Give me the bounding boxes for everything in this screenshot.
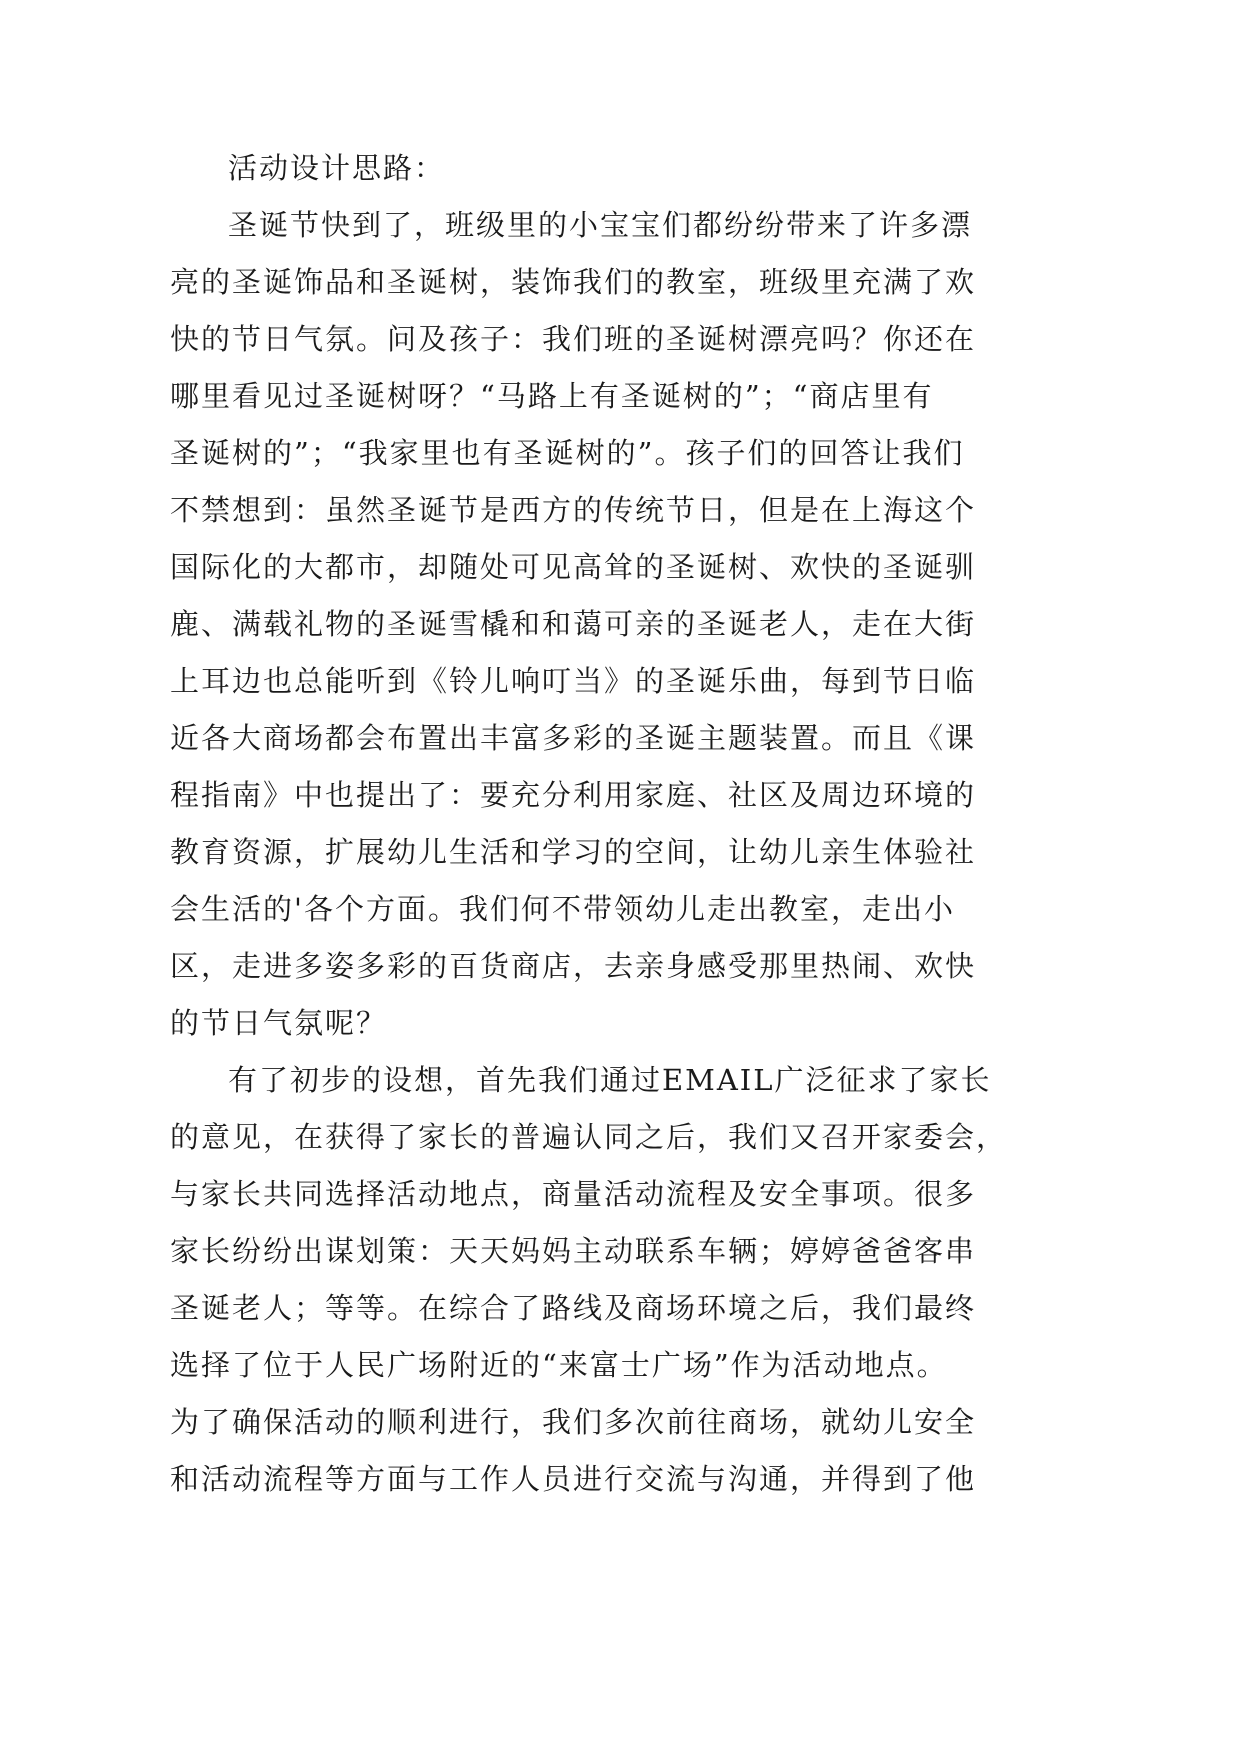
paragraph-line: 不禁想到：虽然圣诞节是西方的传统节日，但是在上海这个 xyxy=(170,493,977,527)
paragraph-line: 亮的圣诞饰品和圣诞树，装饰我们的教室，班级里充满了欢 xyxy=(170,265,977,299)
paragraph-line: 哪里看见过圣诞树呀？“马路上有圣诞树的”；“商店里有 xyxy=(170,379,934,413)
paragraph-line: 快的节日气氛。问及孩子：我们班的圣诞树漂亮吗？你还在 xyxy=(170,322,977,356)
section-heading: 活动设计思路： xyxy=(228,151,446,185)
paragraph-line: 上耳边也总能听到《铃儿响叮当》的圣诞乐曲，每到节日临 xyxy=(170,664,977,698)
paragraph-line: 家长纷纷出谋划策：天天妈妈主动联系车辆；婷婷爸爸客串 xyxy=(170,1234,977,1268)
paragraph-line: 区，走进多姿多彩的百货商店，去亲身感受那里热闹、欢快 xyxy=(170,949,977,983)
document-body xyxy=(170,140,1008,1508)
paragraph-line: 的节日气氛呢？ xyxy=(170,1006,388,1040)
paragraph-line: 与家长共同选择活动地点，商量活动流程及安全事项。很多 xyxy=(170,1177,977,1211)
paragraph-line: 国际化的大都市，却随处可见高耸的圣诞树、欢快的圣诞驯 xyxy=(170,550,977,584)
paragraph-line: 有了初步的设想，首先我们通过EMAIL广泛征求了家长 xyxy=(228,1063,992,1097)
paragraph-line: 为了确保活动的顺利进行，我们多次前往商场，就幼儿安全 xyxy=(170,1405,977,1439)
paragraph-line: 的意见，在获得了家长的普遍认同之后，我们又召开家委会， xyxy=(170,1120,1008,1154)
paragraph-line: 会生活的'各个方面。我们何不带领幼儿走出教室，走出小 xyxy=(170,892,955,926)
paragraph-line: 教育资源，扩展幼儿生活和学习的空间，让幼儿亲生体验社 xyxy=(170,835,977,869)
paragraph-line: 鹿、满载礼物的圣诞雪橇和和蔼可亲的圣诞老人，走在大街 xyxy=(170,607,977,641)
paragraph-line: 近各大商场都会布置出丰富多彩的圣诞主题装置。而且《课 xyxy=(170,721,977,755)
paragraph-line: 和活动流程等方面与工作人员进行交流与沟通，并得到了他 xyxy=(170,1462,977,1496)
paragraph-line: 选择了位于人民广场附近的“来富士广场”作为活动地点。 xyxy=(170,1348,948,1382)
paragraph-line: 程指南》中也提出了：要充分利用家庭、社区及周边环境的 xyxy=(170,778,977,812)
paragraph-line: 圣诞节快到了，班级里的小宝宝们都纷纷带来了许多漂 xyxy=(228,208,973,242)
paragraph-line: 圣诞老人；等等。在综合了路线及商场环境之后，我们最终 xyxy=(170,1291,977,1325)
paragraph-line: 圣诞树的”；“我家里也有圣诞树的”。孩子们的回答让我们 xyxy=(170,436,965,470)
